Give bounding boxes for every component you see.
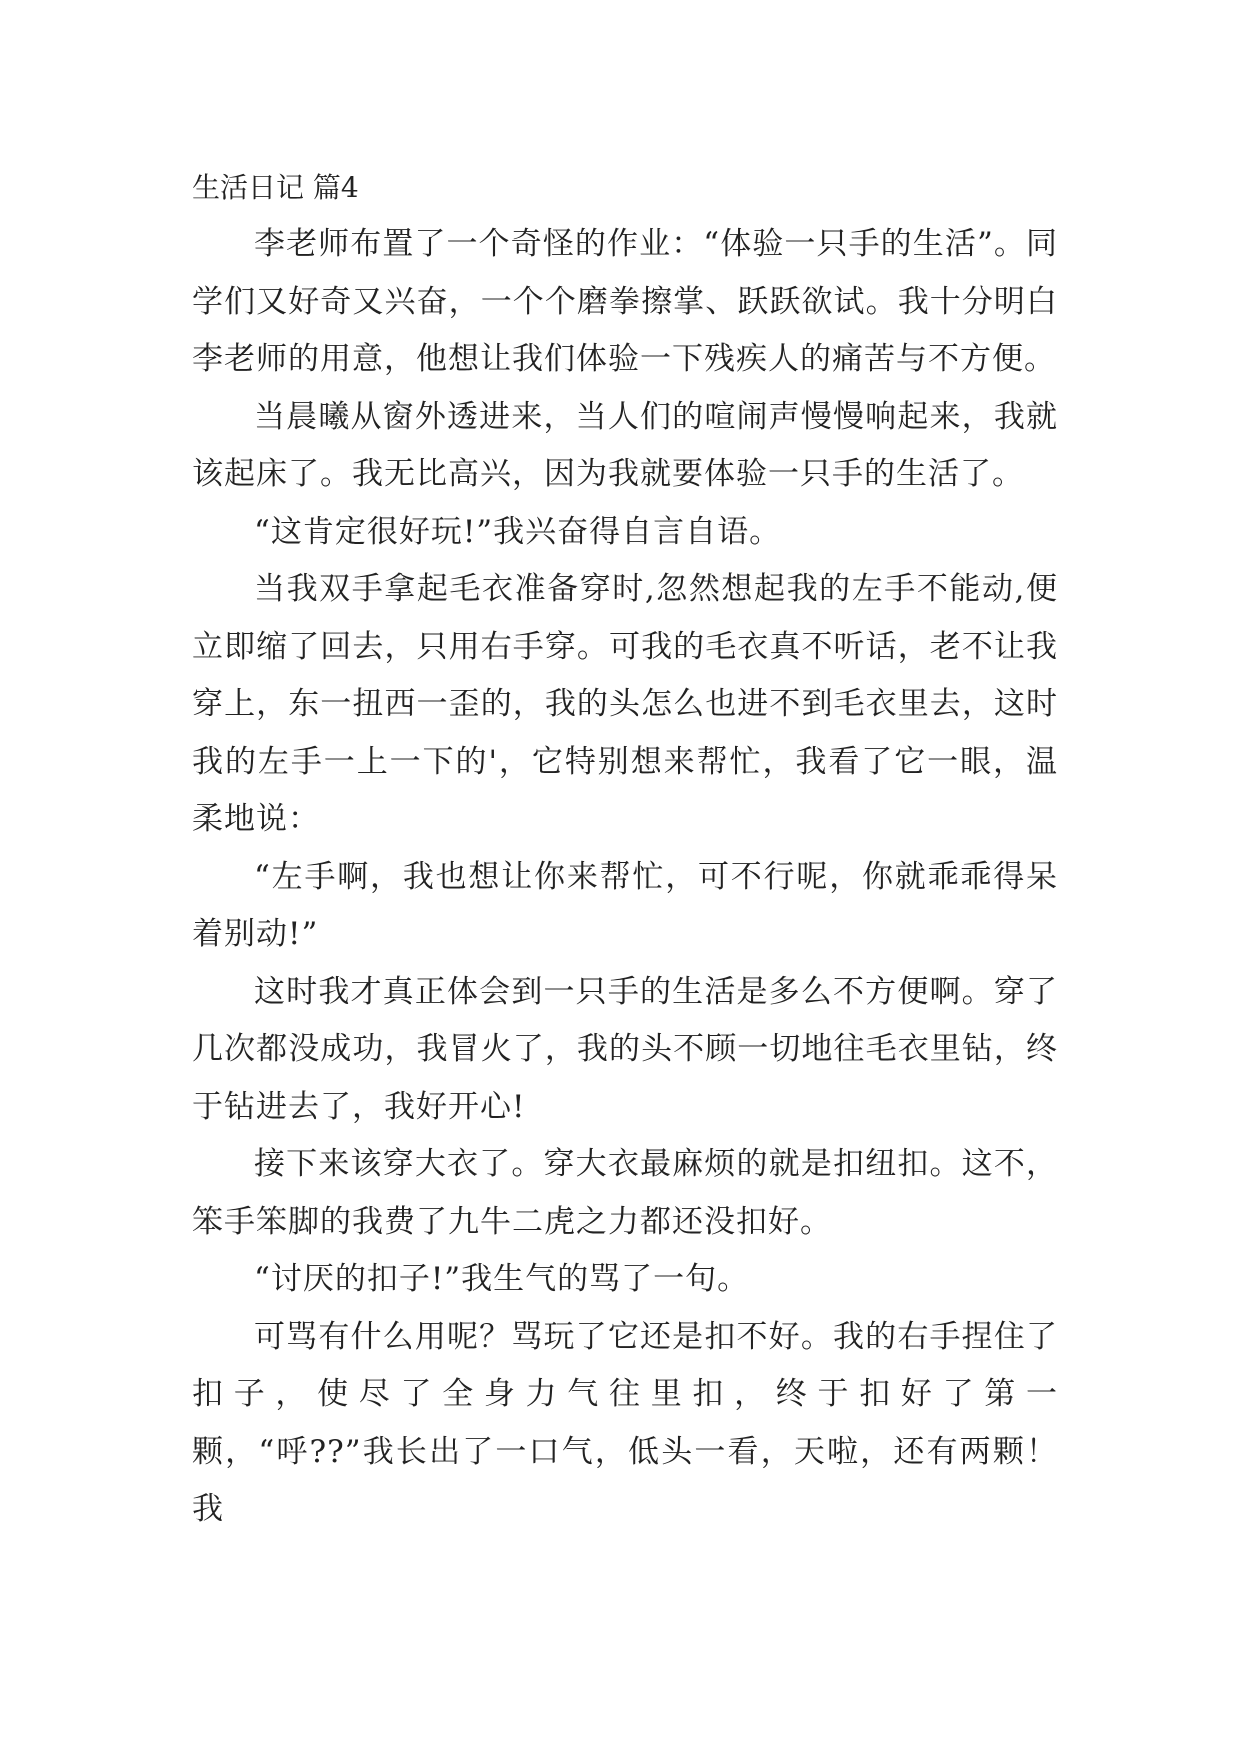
paragraph-2: 当晨曦从窗外透进来，当人们的喧闹声慢慢响起来，我就该起床了。我无比高兴，因为我就要体验一只手的生活了。 bbox=[192, 398, 1058, 492]
document-body bbox=[192, 160, 1058, 1539]
paragraph-1: 李老师布置了一个奇怪的作业：“体验一只手的生活”。同学们又好奇又兴奋，一个个磨拳擦掌、跃跃欲试。我十分明白李老师的用意，他想让我们体验一下残疾人的痛苦与不方便。 bbox=[192, 226, 1058, 377]
paragraph-6: 这时我才真正体会到一只手的生活是多么不方便啊。穿了几次都没成功，我冒火了，我的头不顾一切地往毛衣里钻，终于钻进去了，我好开心! bbox=[192, 973, 1058, 1125]
paragraph-9: 可骂有什么用呢？骂玩了它还是扣不好。我的右手捏住了扣子，使尽了全身力气往里扣，终于扣好了第一颗，“呼??”我长出了一口气，低头一看，天啦，还有两颗！我 bbox=[192, 1318, 1058, 1527]
paragraph-7: 接下来该穿大衣了。穿大衣最麻烦的就是扣纽扣。这不，笨手笨脚的我费了九牛二虎之力都还没扣好。 bbox=[192, 1146, 1058, 1240]
paragraph-4: 当我双手拿起毛衣准备穿时,忽然想起我的左手不能动,便立即缩了回去，只用右手穿。可我的毛衣真不听话，老不让我穿上，东一扭西一歪的，我的头怎么也进不到毛衣里去，这时我的左手一上一下的'，它特别想来帮忙，我看了它一眼，温柔地说： bbox=[192, 571, 1058, 837]
paragraph-5: “左手啊，我也想让你来帮忙，可不行呢，你就乖乖得呆着别动!” bbox=[192, 858, 1058, 952]
paragraph-3: “这肯定很好玩!”我兴奋得自言自语。 bbox=[254, 513, 782, 550]
paragraph-8: “讨厌的扣子!”我生气的骂了一句。 bbox=[254, 1261, 750, 1297]
document-title: 生活日记 篇4 bbox=[192, 171, 359, 204]
